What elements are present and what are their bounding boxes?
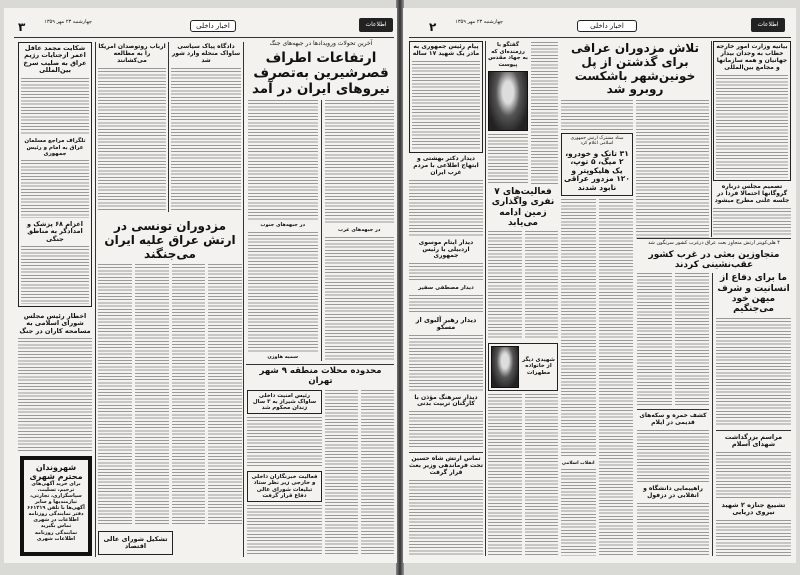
- article-text: [248, 100, 318, 220]
- ad-body: برای خرید آگهی‌های ترحیم، تسلیت، سپاسگزاری، تجارتی، نیازمندیها و سایر آگهی‌ها با تلفن ۶۶۱۲۱۹ دفتر نمایندگی روزنامه اطلاعات در شهری تماس بگیرید: [27, 481, 85, 529]
- article-text: [409, 335, 483, 392]
- article-text: [248, 232, 318, 352]
- main-headline: ارتفاعات اطراف قصرشیرین به‌تصرف نیروهای ایران در آمد: [252, 49, 390, 97]
- article-text: [247, 505, 322, 556]
- section-rule: [637, 409, 709, 410]
- retreat-columns: [637, 273, 791, 556]
- retreat-left-column: [637, 273, 709, 556]
- headline-president-message: پیام رئیس جمهوری به مادر یک شهید ۱۷ ساله: [412, 43, 480, 57]
- article-text: [525, 394, 559, 556]
- article-text: [675, 273, 710, 406]
- land-text-columns: [488, 231, 558, 339]
- section-label: اخبار داخلی: [190, 20, 236, 32]
- newspaper-logo: اطلاعات: [359, 18, 393, 32]
- box-headline: ۳۱ تانک و خودرو، ۲ میگ، ۵ توپ، یک هلیکوپتر و ۱۲۰ مزدور عراقی نابود شدند: [564, 148, 630, 193]
- advertisement: [20, 456, 92, 556]
- article-text: [98, 68, 166, 212]
- article-text: [637, 503, 709, 556]
- article-text: [488, 231, 522, 339]
- article-text: [637, 430, 709, 483]
- article-text: [488, 394, 522, 556]
- tehran-section: [247, 367, 394, 556]
- article-text: [409, 180, 483, 237]
- headline-coins: کشف خمره و سکه‌های قدیمی در ایلام: [639, 412, 707, 427]
- portrait-photo: [488, 71, 528, 131]
- retreat-text: [637, 273, 709, 406]
- article-text: [172, 264, 206, 526]
- section-rule: [409, 452, 483, 453]
- section-rule: [637, 238, 791, 239]
- headline-funeral: تشییع جنازه ۲ شهید نیروی دریایی: [721, 500, 786, 517]
- main-lower-text: [561, 199, 633, 556]
- headline-retreat: متجاوزین بعثی در غرب کشور عقب‌نشینی کردند: [648, 249, 780, 271]
- article-text: [488, 134, 528, 184]
- main-text-col-1: [248, 100, 318, 361]
- headline-beheshti: دیدار دکتر بهشتی و ابتهاج اطلاعی با مردم غرب ایران: [413, 155, 479, 176]
- newspaper-logo: اطلاعات: [751, 18, 785, 32]
- article-text: [716, 452, 791, 499]
- left-page: [4, 8, 397, 563]
- article-text: [135, 264, 169, 526]
- article-text: [325, 100, 395, 224]
- headline-shiraz: رئیس امنیت داخلی ساواک شیراز به ۳ سال زندان محکوم شد: [252, 392, 317, 412]
- article-text: [21, 160, 89, 218]
- header-rule: [14, 37, 394, 38]
- article-text: [409, 480, 483, 556]
- article-text: [18, 338, 92, 451]
- headline-ambassador: دیدار مصطفی سفیر: [418, 285, 474, 292]
- article-text: [716, 318, 791, 427]
- headline-savak-court: دادگاه پیاک سیاسی ساواک منحله وارد شور شد: [171, 43, 241, 64]
- article-text: [412, 61, 480, 150]
- section-label: اخبار داخلی: [577, 20, 637, 32]
- headline-telegram: تلگراف مراجع مسلمان عراق به امام و رئیس جمهوری: [24, 138, 86, 158]
- us-column: [98, 44, 166, 212]
- tunisian-text-columns: [98, 264, 242, 526]
- economy-box: [98, 531, 173, 555]
- retreat-kicker: ۴ هلی‌کوپتر ارتش متجاوز بعث عراق درغرب کشور سرنگون شد: [648, 240, 780, 246]
- subhead-revolution: انقلاب اسلامی: [561, 461, 595, 467]
- photo1-caption: گفتگو با رزمنده‌ای که به جهاد مقدس پیوست: [488, 42, 528, 68]
- page-number: ۳: [18, 20, 26, 34]
- main-left-column: [561, 100, 633, 556]
- article-text: [561, 100, 633, 130]
- headline-us: ارباب روتوصدان امریکا را به مطالعه می‌کشانند: [98, 43, 166, 64]
- column-rule: [485, 41, 486, 556]
- left-column-box: [18, 42, 92, 307]
- main-lower-col-1: [561, 199, 596, 556]
- main-text-columns: [248, 100, 394, 361]
- article-text: [171, 68, 241, 212]
- article-text: [716, 75, 788, 178]
- headline-defend: ما برای دفاع از انسانیت و شرف میهن خود می‌جنگیم: [717, 273, 790, 315]
- article-text: [98, 264, 132, 526]
- casualties-box: [561, 133, 633, 195]
- page-number: ۲: [429, 20, 437, 34]
- date-line: چهارشنبه ۲۳ مهر ۱۳۵۹: [44, 19, 92, 25]
- right-page: [403, 8, 796, 563]
- article-text: [21, 246, 89, 304]
- article-text: [325, 237, 395, 361]
- main-kicker: آخرین تحولات ورویدادها در جبهه‌های جنگ: [269, 40, 373, 47]
- headline-tehran: محدوده محلات منطقه ۹ شهر تهران: [259, 366, 382, 386]
- section-rule: [716, 430, 791, 431]
- advertisement-inner: [24, 460, 88, 552]
- headline-land: فعالیت‌های ۷ نفری واگذاری زمین ادامه می‌یابد: [491, 187, 555, 229]
- tehran-left-column: [247, 390, 322, 556]
- retreat-right-column: [716, 273, 791, 556]
- subhead-west: در جبهه‌های غرب: [338, 226, 381, 233]
- main-headline: تلاش مزدوران عراقی برای گذشتن از پل خونین‌شهر باشکست روبرو شد: [570, 41, 700, 97]
- column-rule: [711, 41, 712, 237]
- article-text: [325, 390, 358, 556]
- box-kicker: ستاد مشترک ارتش جمهوری اسلامی اعلام کرد: [570, 136, 624, 147]
- photo1-block: [488, 42, 528, 184]
- headline-economy: تشکیل شورای عالی اقتصاد: [103, 534, 168, 550]
- headline-foreign-ministry: بیانیه وزارت امور خارجه خطاب به وجدان بیدار جهانیان و همه سازمانها و مجامع بین‌المللی: [716, 43, 788, 71]
- headline-reporters: فعالیت خبرنگاران داخلی و خارجی زیر نظر ستاد تبلیغات شورای عالی دفاع قرار گرفت: [251, 474, 318, 500]
- tunisian-story: [98, 220, 242, 526]
- retreat-section: [637, 241, 791, 556]
- article-text: [561, 199, 596, 459]
- article-text: [637, 273, 672, 406]
- headline-speaker: اخطار رئیس مجلس شورای اسلامی به مسامحه کاران در جنگ: [19, 312, 91, 335]
- article-text: [361, 390, 394, 556]
- article-text: [247, 417, 322, 468]
- shiraz-box: [247, 390, 322, 415]
- article-text: [208, 264, 242, 526]
- headline-ceremony: مراسم بزرگداشت شهدای اسلام: [724, 432, 783, 449]
- date-line: چهارشنبه ۲۳ مهر ۱۳۵۹: [455, 19, 503, 25]
- headline-hussein: تماس ارتش شاه حسین تحت فرماندهی وزیر بعث قرار گرفت: [409, 455, 483, 477]
- headline-tunisian: مزدوران تونسی در ارتش عراق علیه ایران می‌جنگند: [104, 219, 236, 261]
- main-text-col-2: [325, 100, 395, 361]
- article-text: [599, 199, 634, 556]
- headline-hostages: تصمیم مجلس درباره گروگانها احتمالا فردا در جلسه علنی مطرح میشود: [714, 183, 790, 204]
- president-message-box: [409, 41, 483, 153]
- savak-court-column: [171, 44, 241, 212]
- article-text: [409, 263, 483, 282]
- speaker-column: [18, 313, 92, 451]
- headline-colonel: دیدار سرهنگ مؤذن با کارکنان تربیت بدنی: [414, 393, 478, 408]
- article-text: [525, 231, 559, 339]
- section-rule: [246, 364, 394, 365]
- foreign-ministry-box: [713, 41, 791, 181]
- photo2-box: [488, 343, 558, 391]
- column-rule: [95, 42, 96, 557]
- article-text: [561, 469, 596, 556]
- right-column-top: [713, 41, 791, 235]
- photo1-row: [488, 42, 558, 184]
- column-rule: [168, 42, 169, 212]
- headline-ardabili: دیدار ایتام موسوی اردبیلی با رئیس جمهوری: [418, 238, 474, 260]
- article-text: [716, 520, 791, 556]
- portrait-photo-2: [491, 346, 519, 388]
- article-text: [531, 42, 558, 184]
- article-text: [21, 78, 89, 136]
- photo-column: [488, 42, 558, 556]
- headline-march: راهپیمایی دانشگاه و انقلابی در دزفول: [643, 485, 703, 499]
- photo2-caption: شهیدی دیگر از خانواده مطهرات: [522, 356, 555, 376]
- article-text: [713, 208, 791, 235]
- header-rule: [409, 37, 791, 38]
- ad-title: شهروندان محترم شهری: [29, 463, 83, 481]
- article-text: [636, 100, 709, 240]
- photo2-text-columns: [488, 394, 558, 556]
- headline-complaint: شکایت مجمد عاقل اعمر ازجنایات رژیم عراق به صلیب سرخ بین‌المللی: [23, 44, 87, 75]
- ad-footer: نمایندگی روزنامه اطلاعات شهری: [34, 530, 78, 542]
- column-rule: [243, 42, 244, 557]
- column-rule: [712, 273, 713, 556]
- column-rule: [321, 100, 322, 361]
- tehran-columns: [247, 390, 394, 556]
- article-text: [409, 295, 483, 314]
- right-page-left-column: [409, 41, 483, 556]
- main-story: [248, 41, 394, 361]
- subhead-south: در جبهه‌های جنوب: [260, 222, 306, 229]
- article-text: [409, 411, 483, 449]
- headline-doctors: اعزام ۶۸ پزشک و امدادگر به مناطق جنگی: [26, 220, 83, 243]
- headline-albania: دیدار رهبر آلبوی از مسکو: [415, 315, 477, 332]
- reporters-box: [247, 471, 322, 502]
- byline: سمیه هاوزن: [267, 354, 299, 361]
